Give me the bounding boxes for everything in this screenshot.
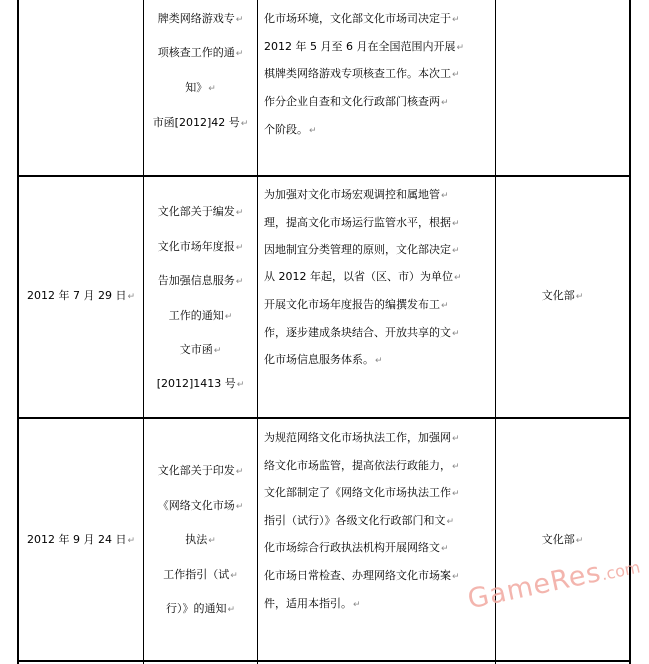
row1-content-line: 作分企业自查和文化行政部门核查两↵	[264, 95, 449, 108]
row2-document-line: 工作的通知↵	[168, 309, 233, 322]
row-divider-1	[18, 175, 630, 177]
row-divider-2	[18, 417, 630, 419]
row1-document-line: 市函[2012]42 号↵	[152, 116, 249, 129]
row3-content-line: 络文化市场监管，提高依法行政能力，↵	[264, 459, 460, 472]
gameres-watermark: GameRes.com	[465, 556, 642, 616]
row1-document-line: 牌类网络游戏专↵	[157, 12, 244, 25]
row1-document-line: 项核查工作的通↵	[157, 46, 244, 59]
row3-document-line: 文化部关于印发↵	[157, 464, 244, 477]
table-divider-2	[257, 0, 258, 664]
row2-content-line: 开展文化市场年度报告的编撰发布工↵	[264, 298, 449, 311]
row1-content-line: 化市场环境，文化部文化市场司决定于↵	[264, 12, 460, 25]
row3-content-line: 为规范网络文化市场执法工作，加强网↵	[264, 431, 460, 444]
row2-document-line: 文市函↵	[179, 343, 222, 356]
row3-content-line: 文化部制定了《网络文化市场执法工作↵	[264, 486, 460, 499]
table-border-left	[17, 0, 19, 664]
row-divider-3	[18, 660, 630, 662]
row2-content-line: 作，逐步建成条块结合、开放共享的文↵	[264, 326, 460, 339]
row2-content-line: 理，提高文化市场运行监管水平，根据↵	[264, 216, 460, 229]
row3-content-line: 化市场综合行政执法机构开展网络文↵	[264, 541, 449, 554]
row2-document-line: [2012]1413 号↵	[156, 377, 245, 390]
row2-content-line: 因地制宜分类管理的原则，文化部决定↵	[264, 243, 460, 256]
row3-document-line: 《网络文化市场↵	[157, 499, 244, 512]
table-divider-3	[495, 0, 496, 664]
row2-content-line: 化市场信息服务体系。↵	[264, 353, 383, 366]
row3-document-line: 工作指引（试↵	[163, 568, 238, 581]
row3-document-line: 行）》的通知↵	[165, 602, 236, 615]
row2-document-line: 文化部关于编发↵	[157, 205, 244, 218]
row2-content-line: 为加强对文化市场宏观调控和属地管↵	[264, 188, 449, 201]
row1-content-line: 棋牌类网络游戏专项核查工作。本次工↵	[264, 67, 460, 80]
row3-date: 2012 年 9 月 24 日↵	[26, 533, 136, 546]
row3-document-line: 执法↵	[185, 533, 216, 546]
row1-content-line: 个阶段。↵	[264, 123, 317, 136]
row2-document-line: 告加强信息服务↵	[157, 274, 244, 287]
row3-content-line: 指引（试行）》各级文化行政部门和文↵	[264, 514, 455, 527]
row1-document-line: 知》↵	[185, 81, 216, 94]
row2-date: 2012 年 7 月 29 日↵	[26, 289, 136, 302]
row2-agency: 文化部↵	[541, 289, 584, 302]
row3-agency: 文化部↵	[541, 533, 584, 546]
row3-content-line: 件，适用本指引。↵	[264, 597, 361, 610]
table-divider-1	[143, 0, 144, 664]
row1-content-line: 2012 年 5 月至 6 月在全国范围内开展↵	[264, 40, 465, 53]
row2-content-line: 从 2012 年起，以省（区、市）为单位↵	[264, 270, 462, 283]
row2-document-line: 文化市场年度报↵	[157, 240, 244, 253]
row3-content-line: 化市场日常检查、办理网络文化市场案↵	[264, 569, 460, 582]
